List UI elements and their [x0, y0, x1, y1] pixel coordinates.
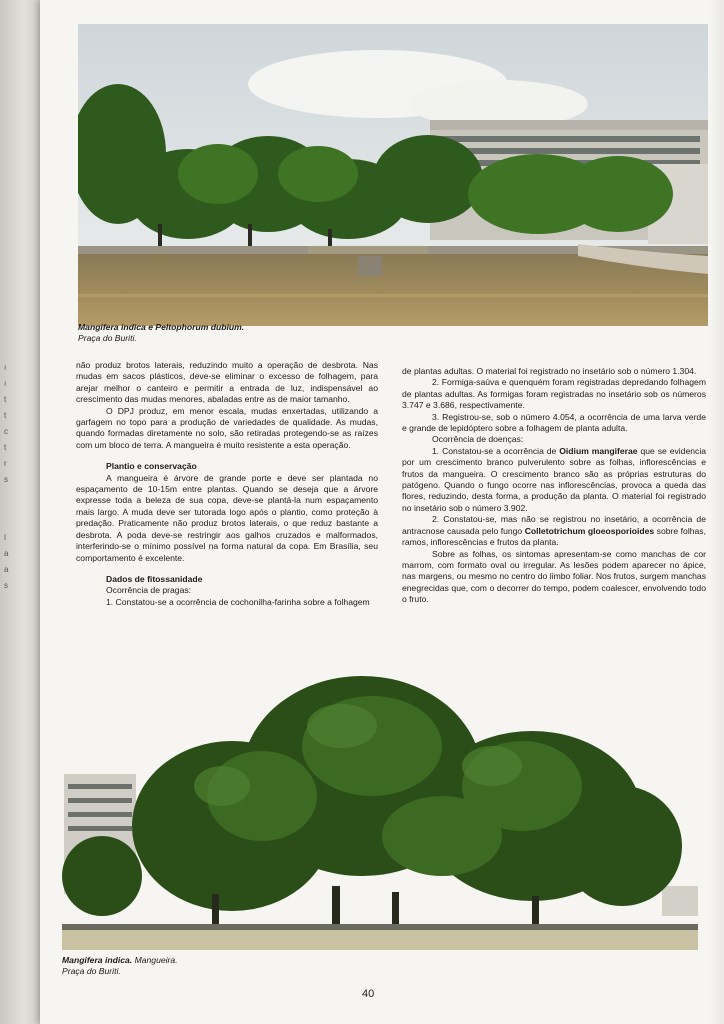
left-paragraph-1: não produz brotos laterais, reduzindo muito a operação de desbrota. Nas mudas em sacos plásticos, deve-se eliminar o excesso de folhagem, para arejar melhor o canteiro e permitir a entrada de luz, indispensável ao crescimento das mudas menores, abaladas entre as de maior tamanho. — [76, 360, 378, 405]
p4-text-a: 1. Constatou-se a ocorrência de — [432, 445, 560, 456]
caption-top — [78, 322, 244, 344]
right-paragraph-5 — [402, 514, 706, 548]
photo-mango-trees — [62, 666, 698, 950]
right-paragraph-4 — [402, 446, 706, 514]
margin-marks: ı ı t t c t r s — [4, 363, 8, 484]
p5-text-a: 2. Constatou-se, mas não se registrou no insetário, a ocorrência de antracnose causada pelo fungo — [402, 514, 706, 536]
right-paragraph-2: 2. Formiga-saúva e quenquém foram registradas depredando folhagem de plantas adultas. As formigas foram registradas no insetário sob os números 3.747 e 3.686, respectivamente. — [402, 377, 706, 411]
subheading-doencas: Ocorrência de doenças: — [432, 434, 524, 445]
subheading-pragas: Ocorrência de pragas: — [106, 585, 192, 596]
p5-species: Colletotrichum gloeosporioides — [524, 525, 655, 536]
right-paragraph-1: de plantas adultas. O material foi registrado no insetário sob o número 1.304. — [402, 366, 697, 376]
heading-fitossanidade: Dados de fitossanidade — [106, 573, 203, 584]
caption-bottom — [62, 955, 178, 977]
right-column — [402, 366, 706, 606]
margin-marks: ǀ a a s — [4, 533, 9, 590]
page-number: 40 — [362, 988, 375, 1000]
left-paragraph-4: 1. Constatou-se a ocorrência de cochonilha-farinha sobre a folhagem — [106, 596, 370, 607]
heading-plantio: Plantio e conservação — [106, 461, 197, 472]
caption-bottom-place: Praça do Buriti. — [62, 966, 121, 976]
photo-fountain-trees — [78, 24, 708, 326]
page-edge-shadow — [710, 0, 724, 1024]
left-column — [76, 360, 378, 608]
previous-page-edge — [0, 0, 40, 1024]
caption-bottom-species: Mangifera indica. — [62, 955, 133, 965]
left-paragraph-3: A mangueira é árvore de grande porte e deve ser plantada no espaçamento de 10-15m entre plantas. Quando se deseja que a árvore expresse toda a beleza de sua copa, deve-se plantá-la num espaçamento mais largo. A muda deve ser tutorada logo após o plantio, como proteção à predação. Praticamente não produz brotos laterais, o que reduz bastante a desbrota. A poda deve-se restringir aos galhos cruzados e malformados, interferindo-se o mínimo possível na forma natural da copa. Em Brasília, seu comportamento é excelente. — [76, 472, 378, 563]
caption-top-species: Mangifera indica e Peltophorum dubium. — [78, 322, 245, 332]
right-paragraph-3: 3. Registrou-se, sob o número 4.054, a ocorrência de uma larva verde e grande de lepidóptero sobre a folhagem de planta adulta. — [402, 411, 706, 434]
p4-text-c: que se evidencia por um crescimento branco pulverulento sobre as folhas, inflorescências e frutos da mangueira. O crescimento branco são as próprias estruturas do patógeno. Quando o fungo ocorre nas inflorescências, provoca a queda das flores, reduzindo, desta forma, a produção da planta. O material foi registrado no insetário sob o número 3.902. — [402, 445, 707, 513]
p5-text-c: sobre folhas, ramos, inflorescências e frutos da planta. — [402, 525, 706, 548]
left-paragraph-2: O DPJ produz, em menor escala, mudas enxertadas, utilizando a garfagem no topo para a produção de variedades de qualidade. As mudas, quando formadas diretamente no solo, são retiradas protegendo-se as raízes com um bloco de terra. A mangueira é muito resistente a esta operação. — [76, 405, 378, 450]
right-paragraph-6: Sobre as folhas, os sintomas apresentam-se como manchas de cor marrom, com formato oval ou irregular. As lesões podem aparecer no ápice, nas margens, ou mesmo no centro do limbo foliar. Nos frutos, surgem manchas enegrecidas que, com o decorrer do tempo, podem coalescer, envolvendo todo o fruto. — [402, 548, 706, 605]
p4-species: Oidium mangiferae — [559, 445, 638, 456]
caption-bottom-common: Mangueira. — [132, 955, 178, 965]
caption-top-place: Praça do Buriti. — [78, 333, 137, 343]
